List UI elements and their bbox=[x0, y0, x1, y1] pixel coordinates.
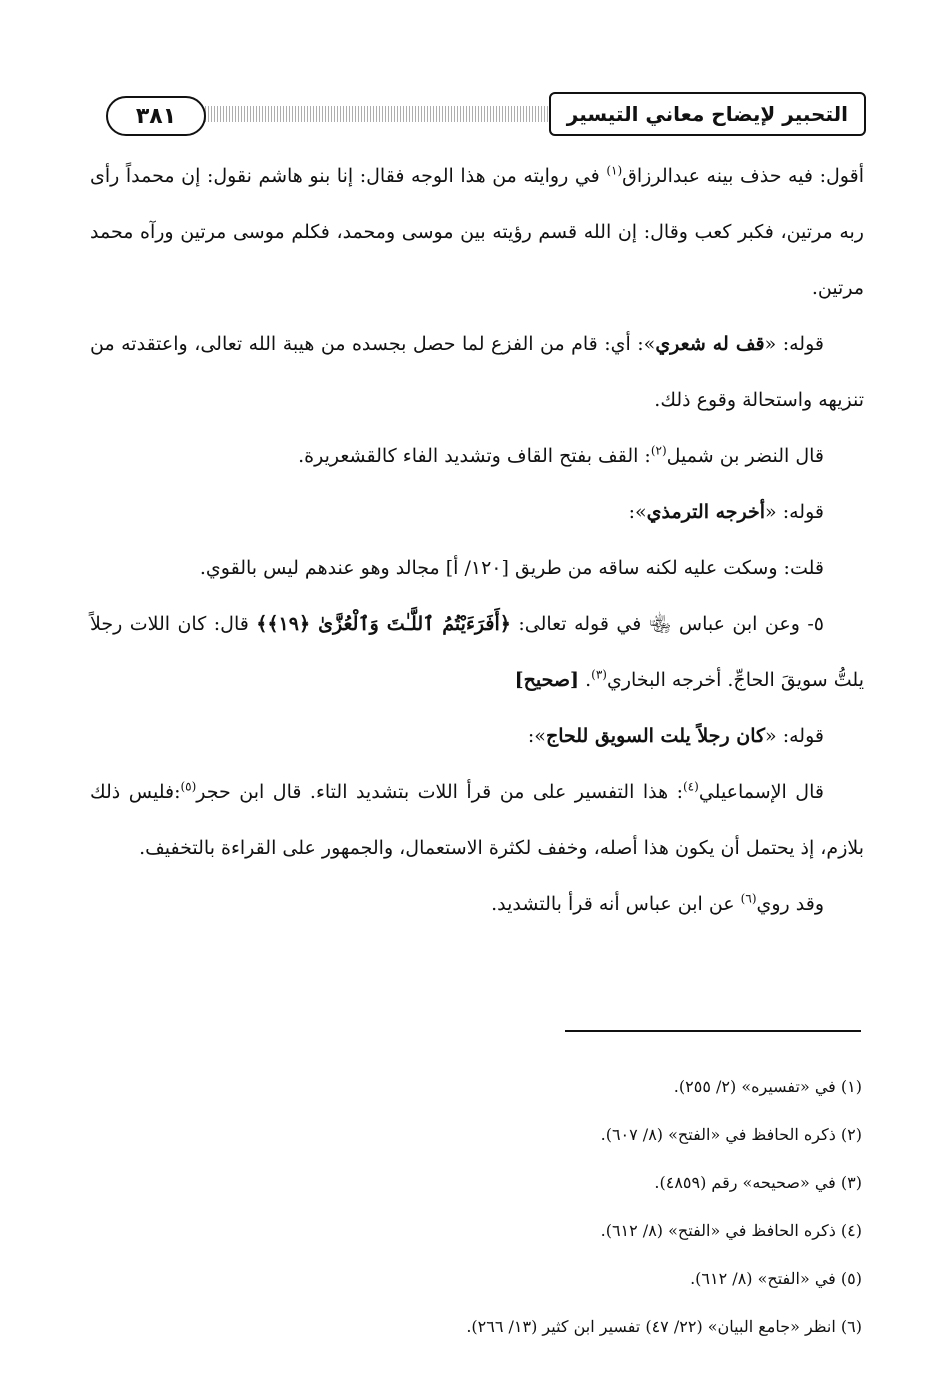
text-run: . bbox=[579, 669, 592, 691]
footnote: (٢) ذكره الحافظ في «الفتح» (٨/ ٦٠٧). bbox=[600, 1125, 862, 1144]
page-number: ٣٨١ bbox=[106, 96, 206, 136]
text-run: أقول: فيه حذف بينه عبدالرزاق bbox=[622, 165, 864, 187]
paragraph bbox=[90, 316, 864, 428]
text-run: : القف بفتح القاف وتشديد الفاء كالقشعريرة. bbox=[298, 445, 651, 467]
text-run: قال: كان اللات رجلاً يلتُّ سويقَ الحاجِّ. أخرجه البخاري bbox=[90, 613, 864, 691]
text-run: وقد روي bbox=[756, 893, 824, 915]
bold-quote: كان رجلاً يلت السويق للحاج bbox=[545, 725, 766, 747]
footnote: (٤) ذكره الحافظ في «الفتح» (٨/ ٦١٢). bbox=[600, 1221, 862, 1240]
text-run: »: bbox=[527, 725, 546, 747]
text-run: قال النضر بن شميل bbox=[666, 445, 824, 467]
text-run: قوله: « bbox=[765, 501, 824, 523]
bold-quote: أخرجه الترمذي bbox=[646, 501, 766, 523]
footnote: (١) في «تفسيره» (٢/ ٢٥٥). bbox=[673, 1077, 862, 1096]
footnote-separator bbox=[565, 1030, 861, 1032]
text-run: قوله: « bbox=[764, 333, 824, 355]
footnote-marker: (٢) bbox=[650, 443, 667, 458]
paragraph bbox=[90, 596, 864, 708]
text-run: قوله: « bbox=[765, 725, 824, 747]
body-text bbox=[90, 148, 864, 932]
footnote-marker: (٥) bbox=[180, 779, 197, 794]
text-run: في روايته من هذا الوجه فقال: إنا بنو هاشم نقول: إن محمداً رأى ربه مرتين، فكبر كعب وقال: إن الله قسم رؤيته بين موسى ومحمد، فكلم موسى مرتين ورآه محمد مرتين. bbox=[90, 165, 864, 299]
footnote-marker: (٦) bbox=[740, 891, 757, 906]
bold-quote: قف له شعري bbox=[655, 333, 765, 355]
footnotes bbox=[90, 1063, 862, 1351]
footnote: (٦) انظر «جامع البيان» (٢٢/ ٤٧) تفسير ابن كثير (١٣/ ٢٦٦). bbox=[466, 1317, 862, 1336]
paragraph bbox=[90, 876, 864, 932]
paragraph bbox=[90, 764, 864, 876]
footnote-marker: (٤) bbox=[682, 779, 699, 794]
bold-quote: [صحيح] bbox=[514, 669, 580, 691]
quran-verse: ﴿أَفَرَءَيْتُمُ ٱللَّـٰتَ وَٱلْعُزَّىٰ ﴿١٩﴾﴾ bbox=[256, 613, 511, 635]
paragraph bbox=[90, 484, 864, 540]
text-run: عن ابن عباس أنه قرأ بالتشديد. bbox=[491, 893, 741, 915]
paragraph bbox=[90, 428, 864, 484]
paragraph bbox=[90, 708, 864, 764]
page-header bbox=[90, 92, 866, 140]
paragraph bbox=[90, 540, 864, 596]
text-run: »: أي: قام من الفزع لما حصل بجسده من هيبة الله تعالى، واعتقدته من تنزيهه واستحالة وقوع ذلك. bbox=[90, 333, 864, 411]
book-title: التحبير لإيضاح معاني التيسير bbox=[549, 92, 866, 136]
text-run: قلت: وسكت عليه لكنه ساقه من طريق [١٢٠/ أ] مجالد وهو عندهم ليس بالقوي. bbox=[199, 557, 824, 579]
footnote: (٥) في «الفتح» (٨/ ٦١٢). bbox=[690, 1269, 862, 1288]
text-run: ٥- وعن ابن عباس ﵄ في قوله تعالى: bbox=[510, 613, 824, 635]
text-run: : هذا التفسير على من قرأ اللات بتشديد التاء. قال ابن حجر bbox=[196, 781, 683, 803]
paragraph bbox=[90, 148, 864, 316]
footnote: (٣) في «صحيحه» رقم (٤٨٥٩). bbox=[654, 1173, 862, 1192]
footnote-marker: (٣) bbox=[591, 667, 607, 682]
text-run: قال الإسماعيلي bbox=[698, 781, 824, 803]
text-run: :فليس ذلك بلازم، إذ يحتمل أن يكون هذا أصله، وخفف لكثرة الاستعمال، والجمهور على القراءة بالتخفيف. bbox=[90, 781, 864, 859]
text-run: »: bbox=[628, 501, 647, 523]
footnote-marker: (١) bbox=[606, 163, 623, 178]
